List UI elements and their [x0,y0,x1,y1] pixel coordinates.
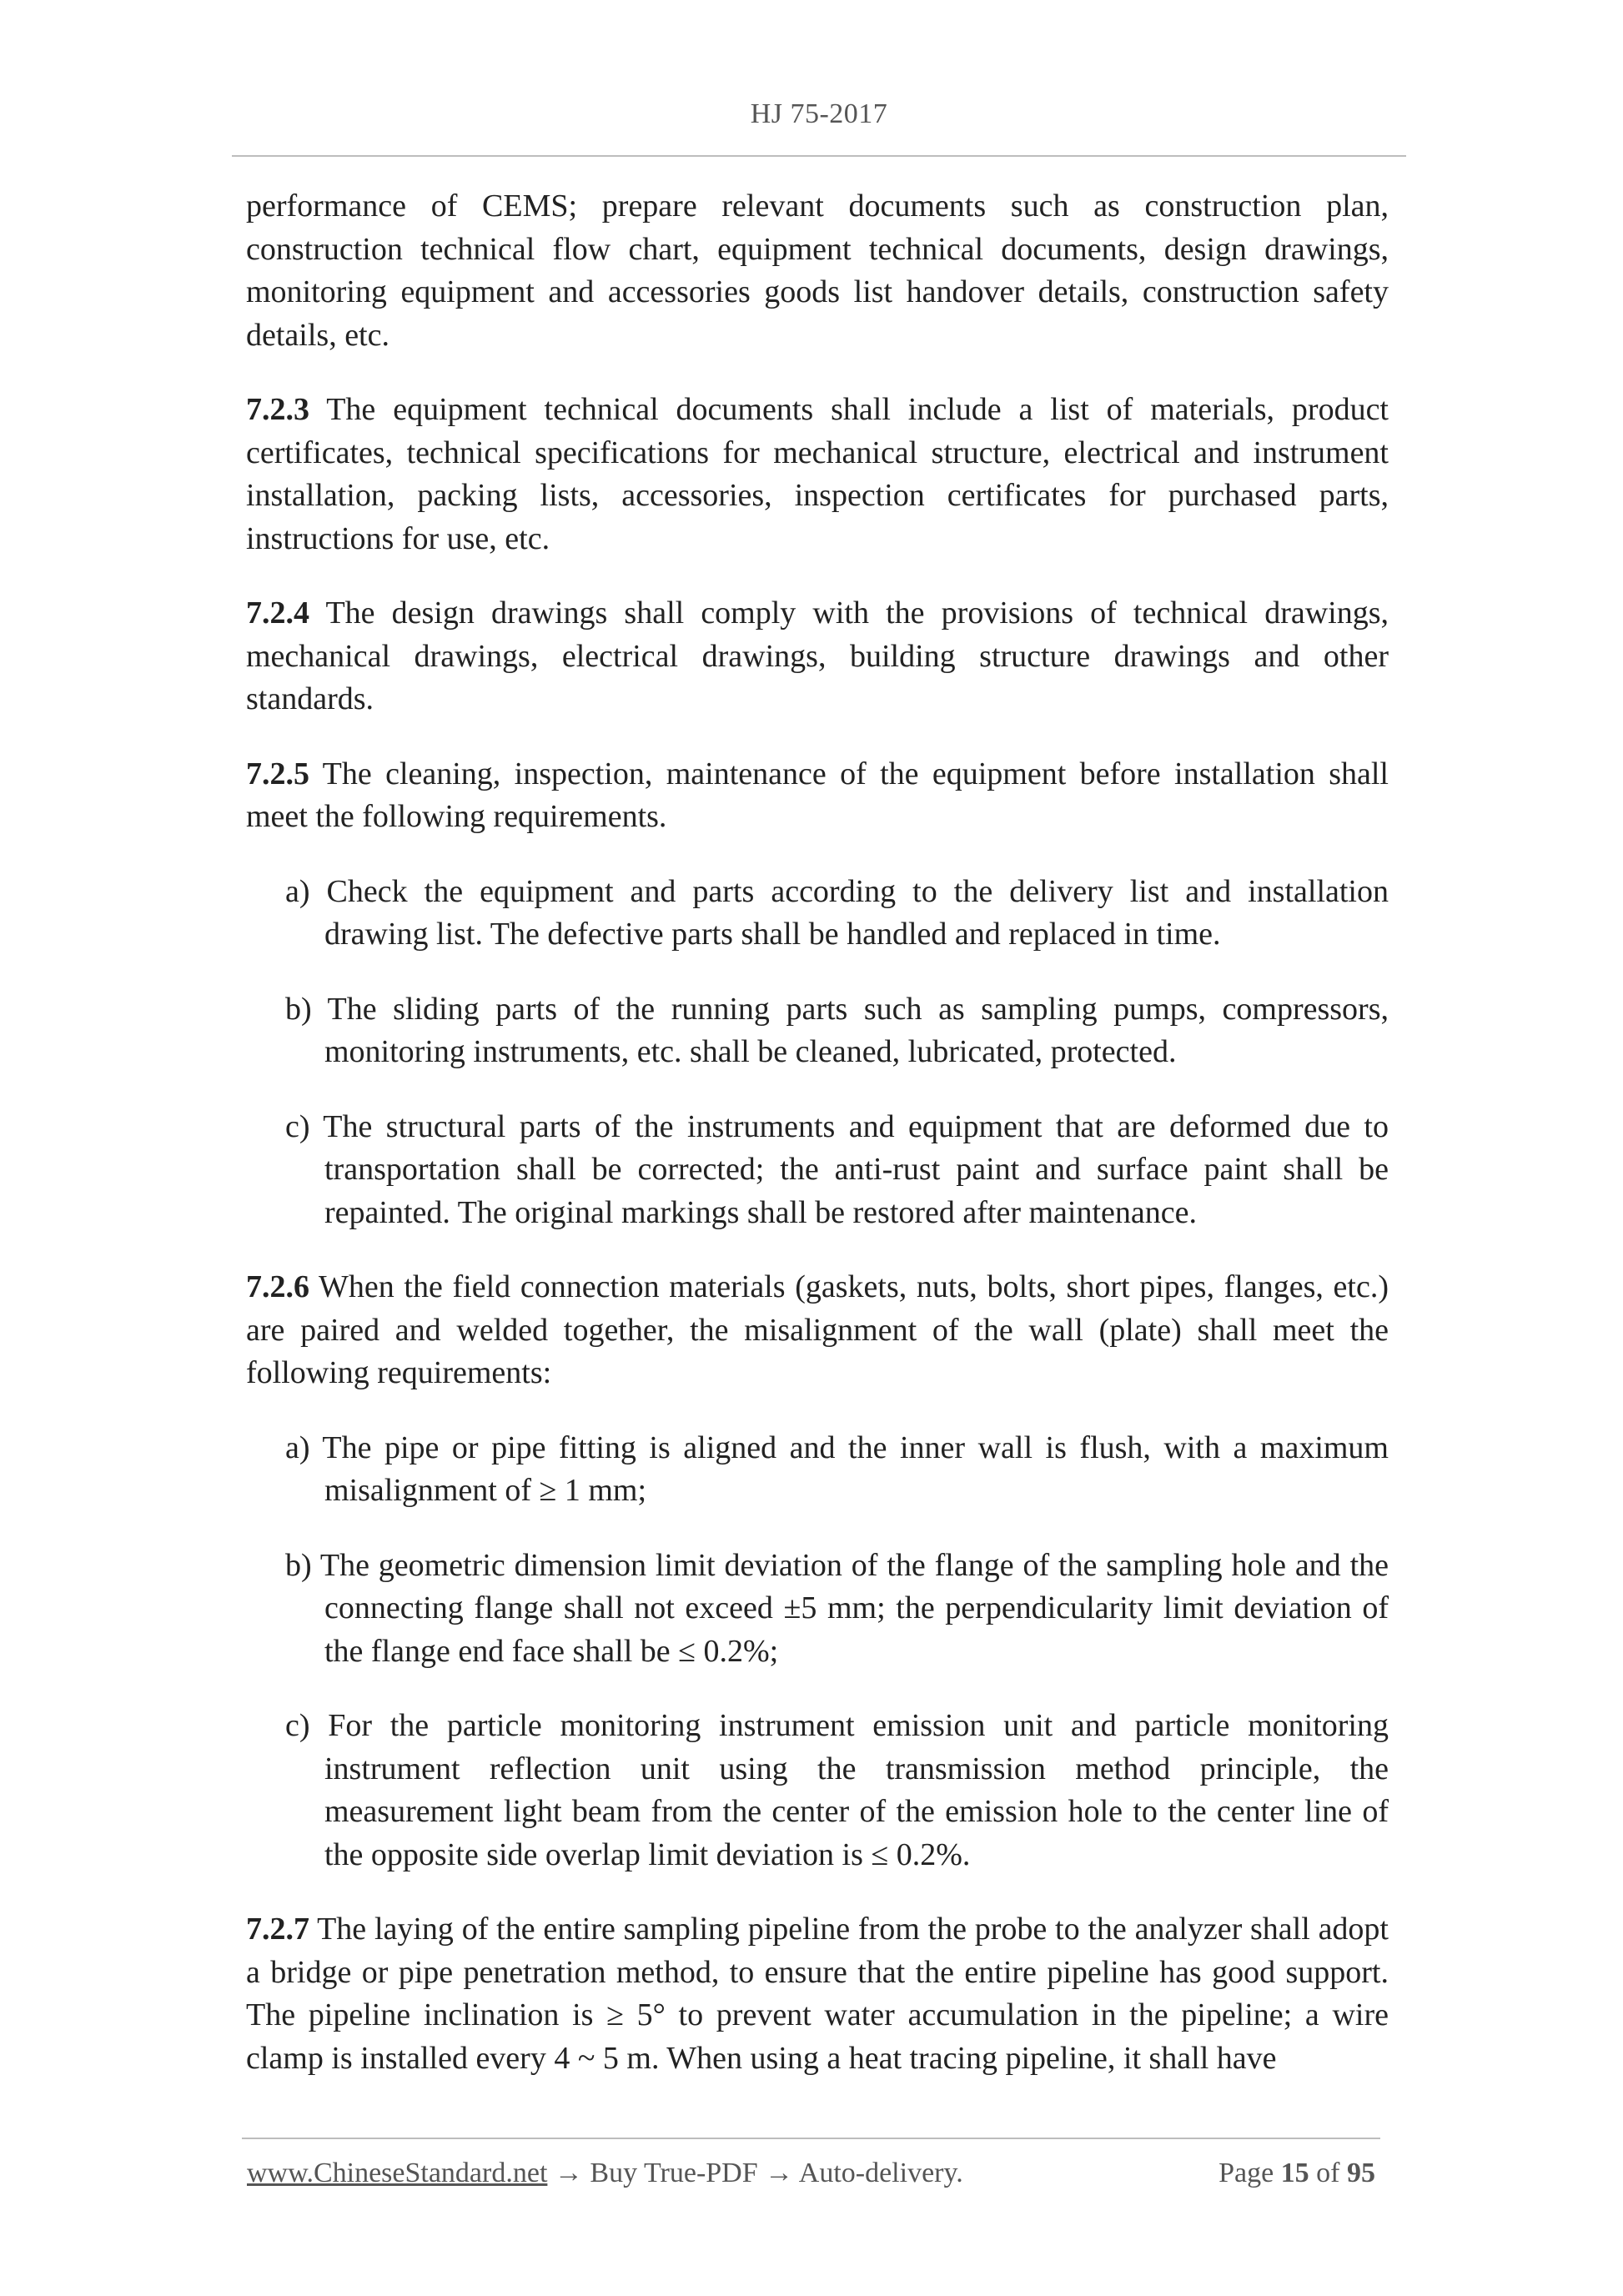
paragraph-continued: performance of CEMS; prepare relevant documents such as construction plan, construction technical flow chart, equipment technical documents, design drawings, monitoring equipment and accessories goods list handover details, construction safety details, etc. [246,188,1389,353]
clause-7-2-6 [246,1266,1389,1395]
footer-promo [247,2158,963,2189]
list-item: b) The sliding parts of the running parts such as sampling pumps, compressors, monitoring instruments, etc. shall be cleaned, lubricated, protected. [285,991,1389,1069]
clause-number: 7.2.4 [246,595,309,631]
clause-number: 7.2.6 [246,1269,309,1304]
clause-7-2-7 [246,1908,1389,2080]
list-item: b) The geometric dimension limit deviation of the flange of the sampling hole and the connecting flange shall not exceed ±5 mm; the perpendicularity limit deviation of the flange end face shall be ≤ 0.2%; [285,1547,1389,1669]
document-body [246,185,1389,2112]
website-link[interactable]: www.ChineseStandard.net [247,2158,548,2188]
page-header [232,92,1406,157]
clause-text: The cleaning, inspection, maintenance of the equipment before installation shall meet the following requirements. [246,756,1389,834]
clause-text: When the field connection materials (gaskets, nuts, bolts, short pipes, flanges, etc.) are paired and welded together, the misalignment of the wall (plate) shall meet the following requirements: [246,1269,1389,1390]
page-number [1219,2158,1375,2189]
page-label: Page [1219,2158,1281,2188]
list-item: a) The pipe or pipe fitting is aligned and the inner wall is flush, with a maximum misalignment of ≥ 1 mm; [285,1429,1389,1508]
clause-7-2-4 [246,592,1389,721]
footer-promo-text: → Buy True-PDF → Auto-delivery. [547,2158,963,2188]
page-footer [242,2138,1380,2198]
clause-number: 7.2.3 [246,392,309,427]
clause-number: 7.2.7 [246,1912,309,1947]
total-pages: 95 [1347,2158,1375,2188]
clause-text: The laying of the entire sampling pipeline from the probe to the analyzer shall adopt a bridge or pipe penetration method, to ensure that the entire pipeline has good support. The pipeline inclination is ≥ 5° to prevent water accumulation in the pipeline; a wire clamp is installed every 4 ~ 5 m. When using a heat tracing pipeline, it shall have [246,1912,1389,2076]
clause-7-2-3 [246,389,1389,560]
current-page: 15 [1280,2158,1309,2188]
list-item: c) For the particle monitoring instrument emission unit and particle monitoring instrument reflection unit using the transmission method principle, the measurement light beam from the center of the emission hole to the center line of the opposite side overlap limit deviation is ≤ 0.2%. [285,1708,1389,1872]
list-item: a) Check the equipment and parts according to the delivery list and installation drawing list. The defective parts shall be handled and replaced in time. [285,873,1389,952]
of-label: of [1309,2158,1347,2188]
document-code: HJ 75-2017 [750,98,888,129]
clause-7-2-5 [246,753,1389,839]
clause-text: The equipment technical documents shall include a list of materials, product certificates, technical specifications for mechanical structure, electrical and instrument installation, packing lists, accessories, inspection certificates for purchased parts, instructions for use, etc. [246,392,1389,556]
list-item: c) The structural parts of the instruments and equipment that are deformed due to transportation shall be corrected; the anti-rust paint and surface paint shall be repainted. The original markings shall be restored after maintenance. [285,1108,1389,1230]
clause-number: 7.2.5 [246,756,309,791]
clause-text: The design drawings shall comply with the provisions of technical drawings, mechanical drawings, electrical drawings, building structure drawings and other standards. [246,595,1389,716]
